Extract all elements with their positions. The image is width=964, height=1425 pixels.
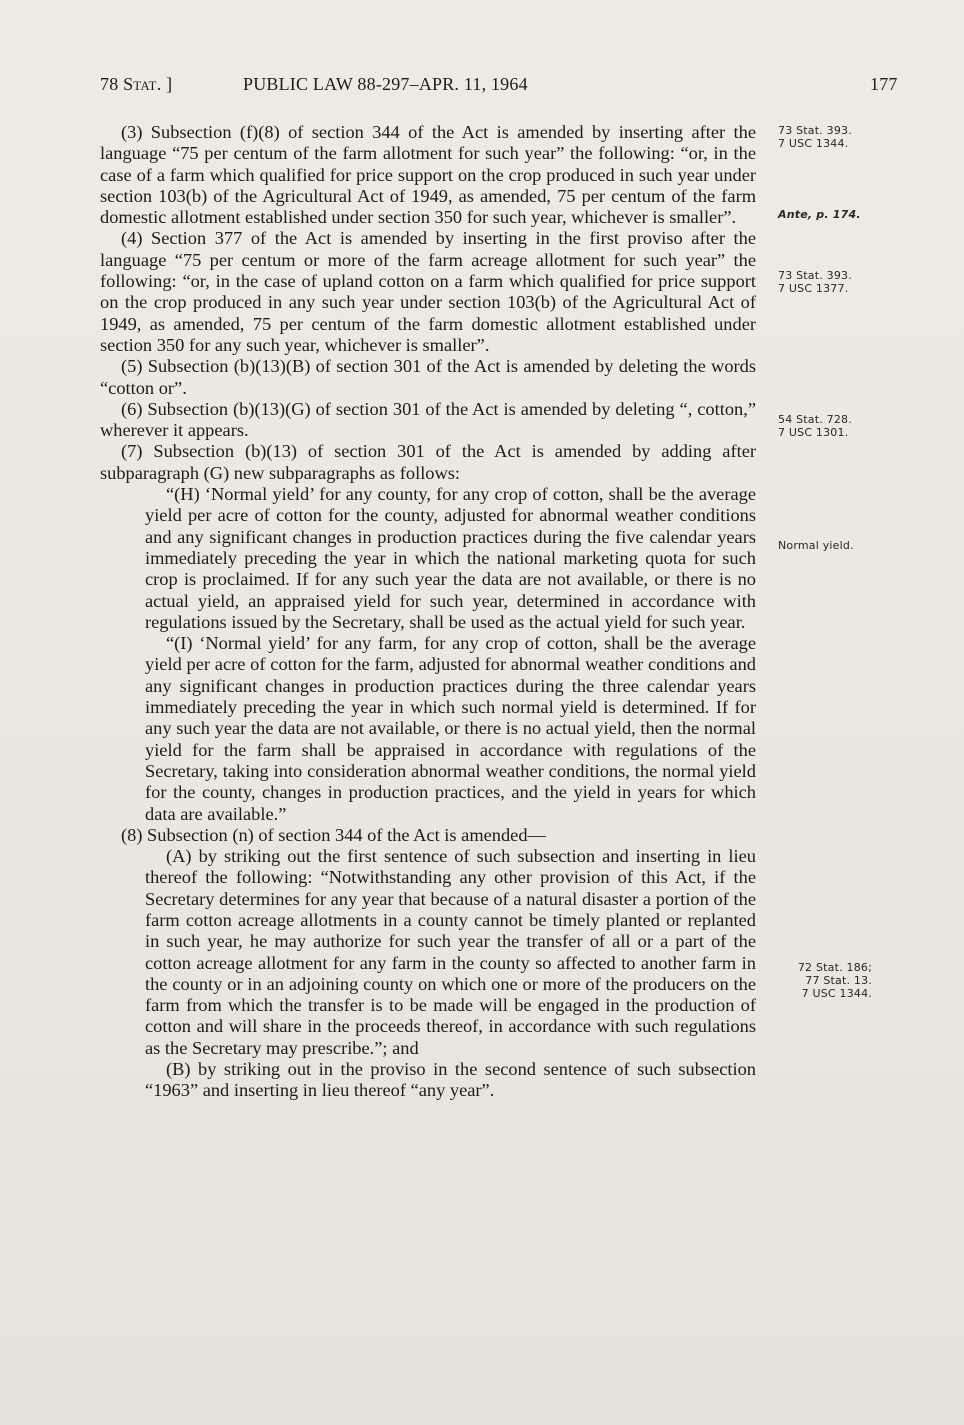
header-title: PUBLIC LAW 88-297–APR. 11, 1964 bbox=[243, 74, 528, 94]
subparagraph-i: “(I) ‘Normal yield’ for any farm, for any crop of cotton, shall be the average yield per acre of cotton for the farm, adjusted for abnormal weather conditions and any significant changes in production practices during the three calendar years immediately preceding the year in which such normal yield is determined. If for any such year the data are not available, or there is no actual yield, then the normal yield for the farm shall be appraised in accordance with regulations of the Secretary, taking into consideration abnormal weather conditions, the normal yield for the county, changes in production practices, and the yield in years for which data are available.” bbox=[145, 633, 756, 824]
subparagraph-h: “(H) ‘Normal yield’ for any county, for any crop of cotton, shall be the average yield per acre of cotton for the county, adjusted for abnormal weather conditions and any significant changes in production practices during the five calendar years immediately preceding the year in which the national marketing quota for such crop is proclaimed. If for any such year the data are not available, or there is no actual yield, an appraised yield for such year, determined in accordance with regulations issued by the Secretary, shall be used as the actual yield for such year. bbox=[145, 484, 756, 632]
paragraph-4: (4) Section 377 of the Act is amended by inserting in the first proviso after the language “75 per centum or more of the farm acreage allotment for such year” the following: “or, in the case of upland cotton on a farm which qualified for price support on the crop produced in any such year under section 103(b) of the Agricultural Act of 1949, as amended, 75 per centum of the farm domestic allotment established under section 350 for any such year, whichever is smaller”. bbox=[100, 228, 756, 355]
paragraph-8: (8) Subsection (n) of section 344 of the Act is amended— bbox=[121, 824, 546, 845]
running-header bbox=[100, 74, 900, 98]
header-stat-label: 78 Stat. ] bbox=[100, 74, 173, 94]
page-number: 177 bbox=[870, 74, 898, 94]
body-text bbox=[100, 122, 756, 1102]
clause-a: (A) by striking out the first sentence of such subsection and inserting in lieu thereof the following: “Notwithstanding any other provision of this Act, if the Secretary determines for any year that because of a natural disaster a portion of the farm cotton acreage allotments in a county cannot be timely planted or replanted in such year, he may authorize for such year the transfer of all or a part of the cotton acreage allotment for any farm in the county so affected to another farm in the county or in an adjoining county on which one or more of the producers on the farm from which the transfer is to be made will be engaged in the production of cotton and will share in the proceeds thereof, in accordance with such regulations as the Secretary may prescribe.”; and bbox=[145, 846, 756, 1058]
clause-b: (B) by striking out in the proviso in the second sentence of such subsection “1963” and inserting in lieu thereof “any year”. bbox=[145, 1059, 756, 1101]
margin-note-ante: Ante, p. 174. bbox=[778, 208, 861, 221]
margin-note-citation-4: 72 Stat. 186; 77 Stat. 13. 7 USC 1344. bbox=[797, 961, 872, 1000]
paragraph-3: (3) Subsection (f)(8) of section 344 of the Act is amended by inserting after the language “75 per centum of the farm allotment for such year” the following: “or, in the case of a farm which qualified for price support on the crop produced in such year under section 103(b) of the Agricultural Act of 1949, as amended, 75 per centum of the farm domestic allotment established under section 350 for such year, whichever is smaller”. bbox=[100, 122, 756, 228]
margin-note-citation-3: 54 Stat. 728. 7 USC 1301. bbox=[778, 413, 852, 439]
paragraph-7: (7) Subsection (b)(13) of section 301 of the Act is amended by adding after subparagraph (G) new subparagraphs as follows: bbox=[100, 441, 756, 483]
margin-note-normal-yield: Normal yield. bbox=[778, 539, 854, 552]
paragraph-6: (6) Subsection (b)(13)(G) of section 301 of the Act is amended by deleting “, cotton,” wherever it appears. bbox=[100, 398, 756, 441]
margin-note-citation-2: 73 Stat. 393. 7 USC 1377. bbox=[778, 269, 852, 295]
paragraph-5: (5) Subsection (b)(13)(B) of section 301 of the Act is amended by deleting the words “cotton or”. bbox=[100, 356, 756, 398]
margin-note-citation-1: 73 Stat. 393. 7 USC 1344. bbox=[778, 124, 852, 150]
